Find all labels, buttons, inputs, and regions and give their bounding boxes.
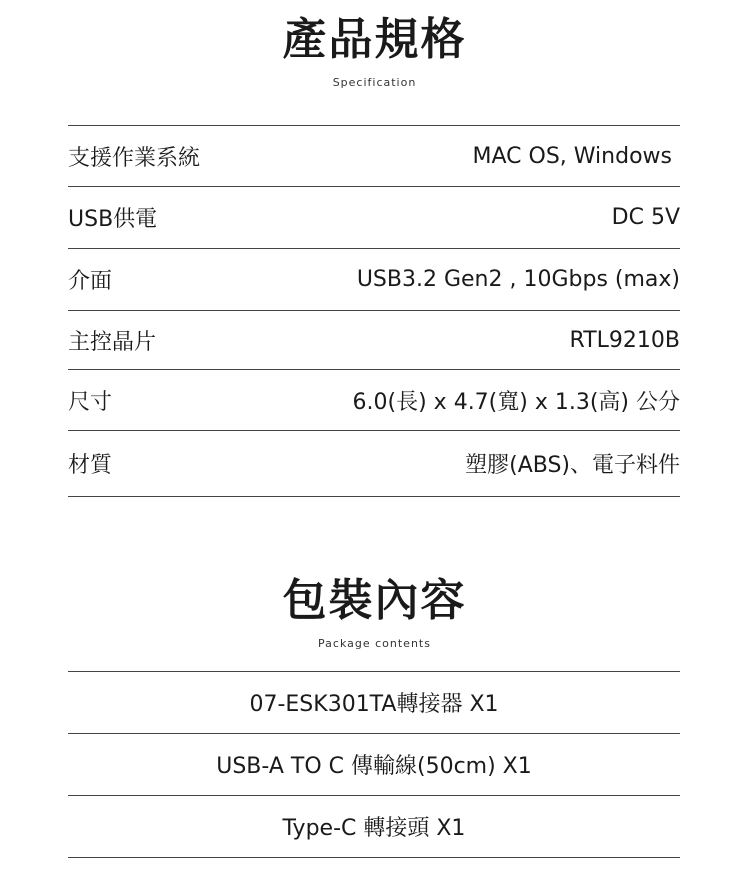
spec-value: RTL9210B	[569, 327, 680, 353]
package-item: 07-ESK301TA轉接器 X1	[68, 672, 680, 734]
spec-row-chip	[68, 311, 680, 370]
spec-label: USB供電	[68, 207, 158, 232]
spec-value: DC 5V	[611, 205, 680, 230]
spec-title: 產品規格	[282, 14, 467, 65]
spec-table	[68, 125, 680, 497]
spec-row-material	[68, 431, 680, 497]
spec-label: 支援作業系統	[68, 145, 201, 171]
spec-label: 介面	[68, 269, 113, 294]
spec-row-size	[68, 370, 680, 431]
spec-row-power	[68, 187, 680, 249]
spec-row-os	[68, 126, 680, 187]
package-title: 包裝內容	[282, 575, 467, 626]
package-table	[68, 671, 680, 858]
spec-value: MAC OS, Windows	[472, 143, 672, 169]
spec-value: USB3.2 Gen2 , 10Gbps (max)	[356, 267, 680, 292]
spec-value: 6.0(長) x 4.7(寬) x 1.3(高) 公分	[352, 389, 680, 415]
spec-subtitle: Specification	[332, 76, 417, 89]
spec-label: 材質	[68, 453, 113, 478]
package-item: USB-A TO C 傳輸線(50cm) X1	[68, 734, 680, 796]
spec-row-interface	[68, 249, 680, 311]
spec-label: 主控晶片	[68, 329, 157, 355]
package-subtitle: Package contents	[318, 637, 431, 650]
package-item: Type-C 轉接頭 X1	[68, 796, 680, 858]
spec-value: 塑膠(ABS)、電子料件	[465, 453, 680, 478]
spec-label: 尺寸	[68, 389, 113, 415]
